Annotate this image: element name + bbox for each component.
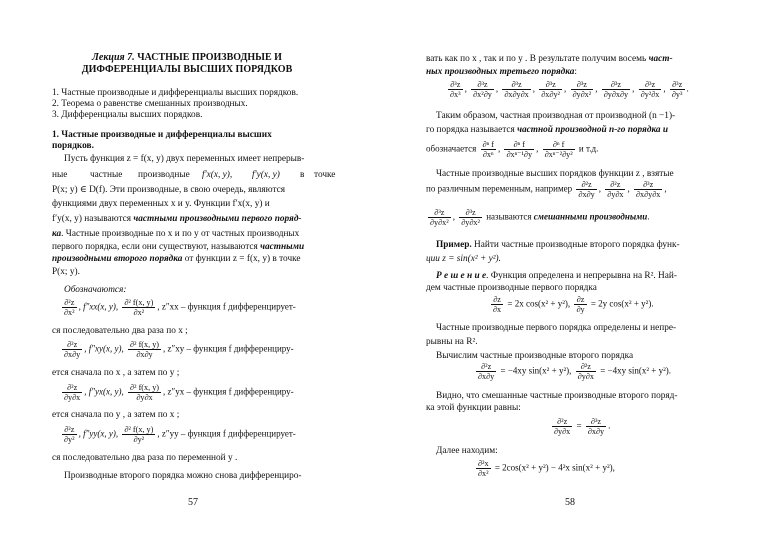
notation-row: $\frac{\text{∂²z}}{\partial y\partial x}$ , f″yx(x, y), $\frac{\text{∂² f(x, y)}}{\partial y\partial x}$ , z″yx – функция f дифференциру- <box>64 383 294 402</box>
paragraph-line: ка. Частные производные по x и по y от частных производных <box>52 229 300 239</box>
paragraph-line: Производные второго порядка можно снова дифференциро- <box>64 471 302 481</box>
paragraph-line: Частные производные высших порядков функции z , взятые <box>436 169 674 179</box>
toc-item-3: 3. Дифференциалы высших порядков. <box>52 110 203 120</box>
toc-item-2: 2. Теорема о равенстве смешанных производных. <box>52 99 248 109</box>
paragraph-line: вать как по x , так и по y . В результате получим восемь част- <box>426 54 673 64</box>
notation-row: $\frac{\text{∂²z}}{\partial x\partial y}$ , f″xy(x, y), $\frac{\text{∂² f(x, y)}}{\partial x\partial y}$ , z″xy – функция f дифференциру- <box>64 340 294 359</box>
third-order-derivatives: $\frac{\text{∂³z}}{\text{∂x³}}$ , $\frac{\text{∂³z}}{\text{∂x²∂y}}$ , $\frac{\text{∂³z}}{\partial x\partial y\partial x}$ , $\frac{\text{∂³z}}{\text{∂x∂y²}}$ , $\frac{\text{∂³z}}{\text{∂y∂x²}}$ , $\frac{\text{∂³z}}{\partial y\partial x\partial y}$ , $\frac{\text{∂³z}}{\text{∂y²∂x}}$ , $\frac{\text{∂³z}}{\text{∂y³}}$ . <box>450 80 689 99</box>
example-line: Пример. Найти частные производные второго порядка функ- <box>436 240 680 250</box>
mixed-equality: $\frac{\text{∂²z}}{\partial y\partial x}$ = $\frac{\text{∂²z}}{\partial x\partial y}$ . <box>554 417 611 436</box>
paragraph-line: Пусть функция z = f(x, y) двух переменных имеет непрерыв- <box>64 154 305 164</box>
lecture-number: Лекция 7. <box>92 52 135 63</box>
notation-row: $\frac{\text{∂²z}}{\text{∂x²}}$ , f″xx(x, y), $\frac{\text{∂² f(x, y)}}{\text{∂x²}}$ , z″xx – функция f дифференцирует- <box>64 298 296 317</box>
solution-line: дем частные производные первого порядка <box>426 283 597 293</box>
paragraph-line: Таким образом, частная производная от производной (n −1)- <box>436 111 676 121</box>
paragraph-line: го порядка называется частной производной n-го порядка и <box>426 125 669 135</box>
paragraph-line: первого порядка, если они существуют, называются частными <box>52 242 305 252</box>
example-function: ции z = sin(x² + y²). <box>426 254 501 264</box>
page-number: 57 <box>188 497 198 508</box>
paragraph-line: ные частные производные f′x(x, y), f′y(x, y) в точке <box>52 170 336 180</box>
notation-row: $\frac{\text{∂²z}}{\text{∂y²}}$ , f″yy(x, y), $\frac{\text{∂² f(x, y)}}{\text{∂y²}}$ , z″yy – функция f дифференцирует- <box>64 425 296 444</box>
toc-item-1: 1. Частные производные и дифференциалы высших порядков. <box>52 88 299 98</box>
notation-continuation: ется сначала по x , а затем по y ; <box>52 368 180 378</box>
title-line-1: ЧАСТНЫЕ ПРОИЗВОДНЫЕ И <box>134 52 282 63</box>
notation-continuation: ется сначала по y , а затем по x ; <box>52 410 180 420</box>
paragraph-line: Видно, что смешанные частные производные второго поряд- <box>436 391 678 401</box>
mixed-derivatives-example-cont: $\frac{\text{∂³z}}{\text{∂y∂x²}}$ , $\frac{\text{∂³z}}{\text{∂y∂x²}}$ называются смешанными производными. <box>430 208 650 227</box>
first-derivatives: $\frac{\partial z}{\partial x}$ = 2x cos(x² + y²), $\frac{\partial z}{\partial y}$ = 2y cos(x² + y²). <box>493 295 654 314</box>
notation-label: Обозначаются: <box>64 285 127 295</box>
notation-continuation: ся последовательно два раза по переменной y . <box>52 453 238 463</box>
lecture-title <box>52 52 322 76</box>
paragraph-line: рывны на R². <box>426 337 478 347</box>
paragraph-line: ка этой функции равны: <box>426 403 521 413</box>
second-derivatives: $\frac{\text{∂²z}}{\partial x\partial y}$ = −4xy sin(x² + y²), $\frac{\text{∂²z}}{\partial y\partial x}$ = −4xy sin(x² + y²). <box>478 362 672 381</box>
paragraph-line: Далее находим: <box>436 446 498 456</box>
notation-continuation: ся последовательно два раза по x ; <box>52 326 188 336</box>
paragraph-line: f′y(x, y) называются частными производными первого поряд- <box>52 214 302 224</box>
nth-order-notation: обозначается $\frac{\text{∂ⁿ f}}{\text{∂xⁿ}}$ , $\frac{\text{∂ⁿ f}}{\text{∂xⁿ⁻¹∂y}}$ , $\frac{\text{∂ⁿ f}}{\text{∂xⁿ⁻²∂y²}}$ и т.д. <box>426 140 599 159</box>
paragraph-line: Частные производные первого порядка определены и непре- <box>436 323 677 333</box>
section-heading-line2: порядков. <box>52 141 94 151</box>
paragraph-line: производными второго порядка от функции z = f(x, y) в точке <box>52 254 301 264</box>
paragraph-line: ных производных третьего порядка: <box>426 67 577 77</box>
paragraph-line: P(x; y) ∈ D(f). Эти производные, в свою очередь, являются <box>52 185 286 195</box>
paragraph-line: P(x; y). <box>52 267 80 277</box>
solution-line: Р е ш е н и е. Функция определена и непрерывна на R². Най- <box>436 271 677 281</box>
title-line-2: ДИФФЕРЕНЦИАЛЫ ВЫСШИХ ПОРЯДКОВ <box>81 64 293 75</box>
right-page <box>384 0 768 542</box>
xx-derivative: $\frac{\text{∂²x}}{\text{∂x²}}$ = 2cos(x² + y²) − 4²x sin(x² + y²), <box>478 459 615 478</box>
section-heading-line1: 1. Частные производные и дифференциалы высших <box>52 130 272 140</box>
paragraph-line: функциями двух переменных x и y. Функции f′x(x, y) и <box>52 199 270 209</box>
paragraph-line: Вычислим частные производные второго порядка <box>436 351 634 361</box>
page-number: 58 <box>565 497 575 508</box>
mixed-derivatives-example: по различным переменным, например $\frac{\text{∂²z}}{\partial x\partial y}$ , $\frac{\text{∂²z}}{\partial y\partial x}$ , $\frac{\text{∂³z}}{\partial x\partial y\partial x}$ , <box>426 180 667 199</box>
